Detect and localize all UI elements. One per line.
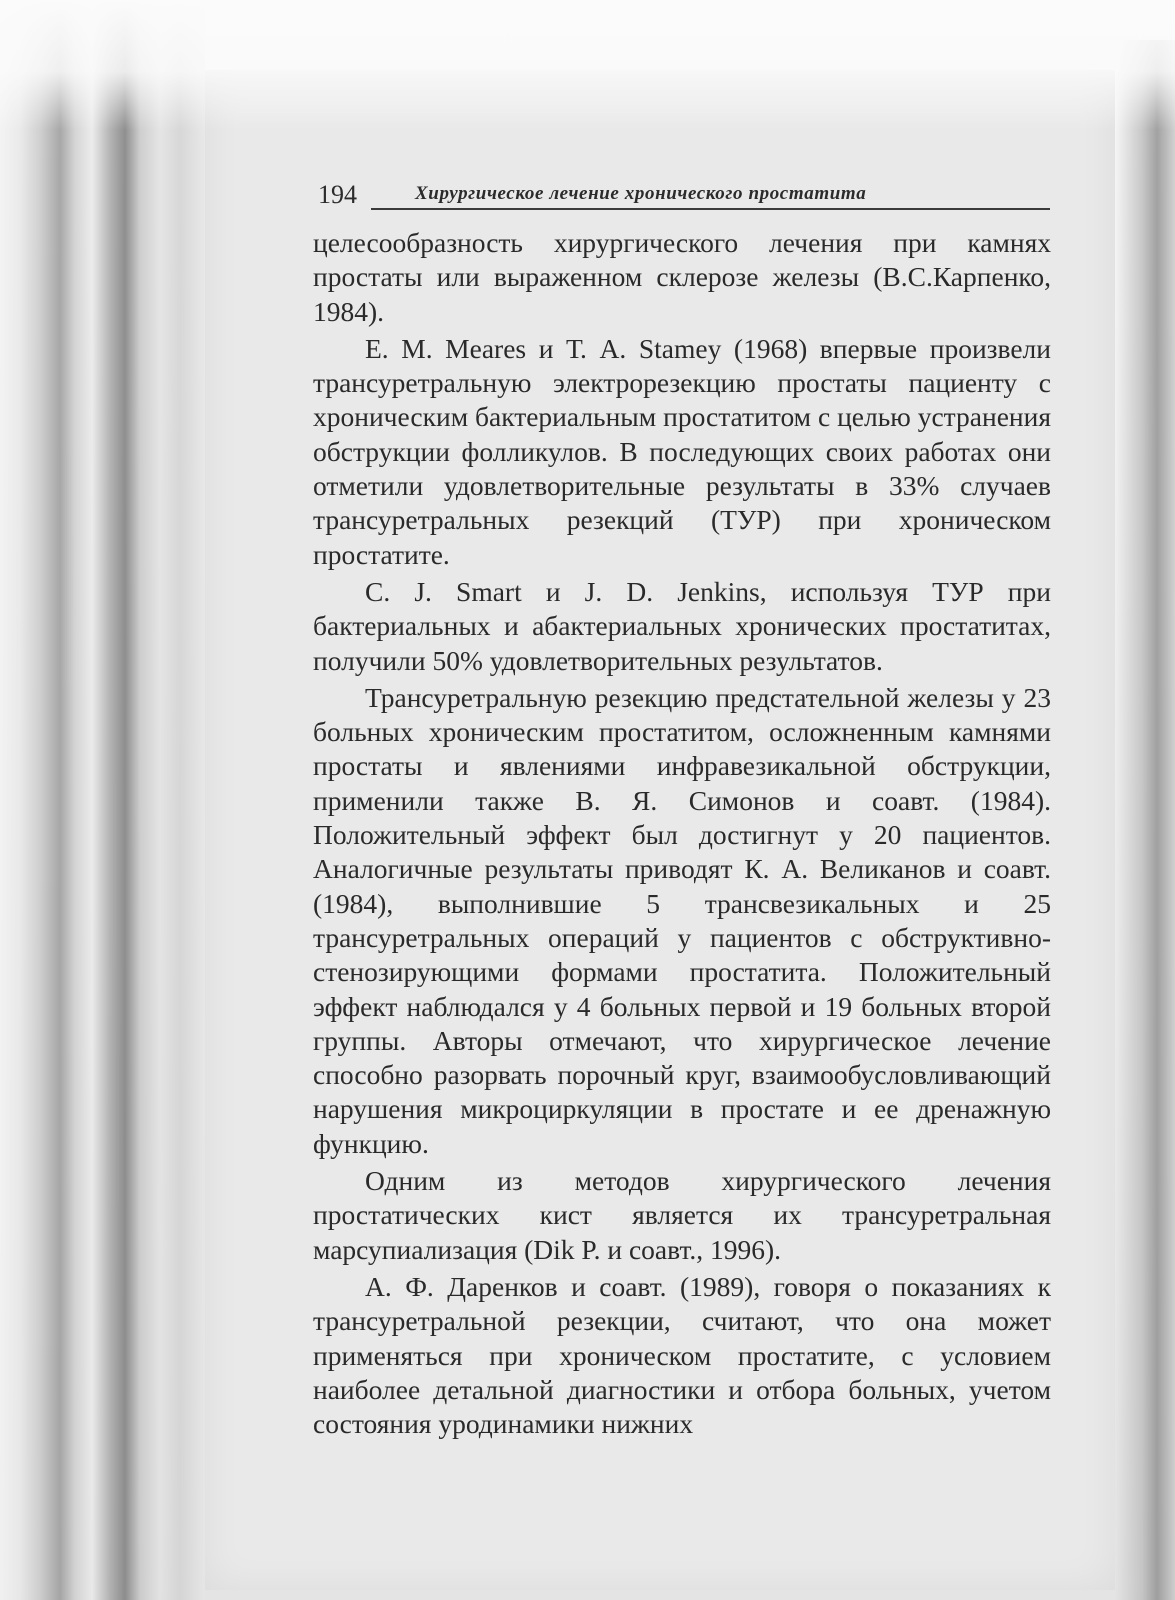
paragraph: Трансуретральную резекцию предстательной железы у 23 больных хроническим простатитом, осложненным камнями простаты и явлениями инфравезикальной обструкции, применили также В. Я. Симонов и соавт. (1984). Положительный эффект был достигнут у 20 пациентов. Аналогичные результаты приводят К. А. Великанов и соавт. (1984), выполнившие 5 трансвезикальных и 25 трансуретральных операций у пациентов с обструктивно-стенозирующими формами простатита. Положительный эффект наблюдался у 4 больных первой и 19 больных второй группы. Авторы отмечают, что хирургическое лечение способно разорвать порочный круг, взаимообусловливающий нарушения микроциркуляции в простате и ее дренажную функцию. bbox=[313, 681, 1051, 1159]
body-text bbox=[313, 226, 1051, 1441]
book-spine-shadow bbox=[0, 0, 205, 1600]
running-title: Хирургическое лечение хронического простатита bbox=[371, 182, 1050, 210]
page-right-edge-shadow bbox=[1115, 40, 1175, 1600]
paragraph: Е. М. Meares и Т. A. Stamey (1968) впервые произвели трансуретральную электрорезекцию простаты пациенту с хроническим бактериальным простатитом с целью устранения обструкции фолликулов. В последующих своих работах они отметили удовлетворительные результаты в 33% случаев трансуретральных резекций (ТУР) при хроническом простатите. bbox=[313, 332, 1051, 570]
page-number: 194 bbox=[318, 180, 357, 209]
paragraph: А. Ф. Даренков и соавт. (1989), говоря о показаниях к трансуретральной резекции, считают, что она может применяться при хроническом простатите, с условием наиболее детальной диагностики и отбора больных, учетом состояния уродинамики нижних bbox=[313, 1270, 1051, 1440]
paragraph: Одним из методов хирургического лечения простатических кист является их трансуретральная марсупиализация (Dik P. и соавт., 1996). bbox=[313, 1165, 1051, 1265]
paragraph: С. J. Smart и J. D. Jenkins, используя ТУР при бактериальных и абактериальных хронических простатитах, получили 50% удовлетворительных результатов. bbox=[313, 575, 1051, 676]
top-scan-glare bbox=[0, 0, 1175, 130]
running-header bbox=[318, 176, 1050, 210]
paragraph-continuation: целесообразность хирургического лечения при камнях простаты или выраженном склерозе железы (В.С.Карпенко, 1984). bbox=[313, 227, 1051, 327]
